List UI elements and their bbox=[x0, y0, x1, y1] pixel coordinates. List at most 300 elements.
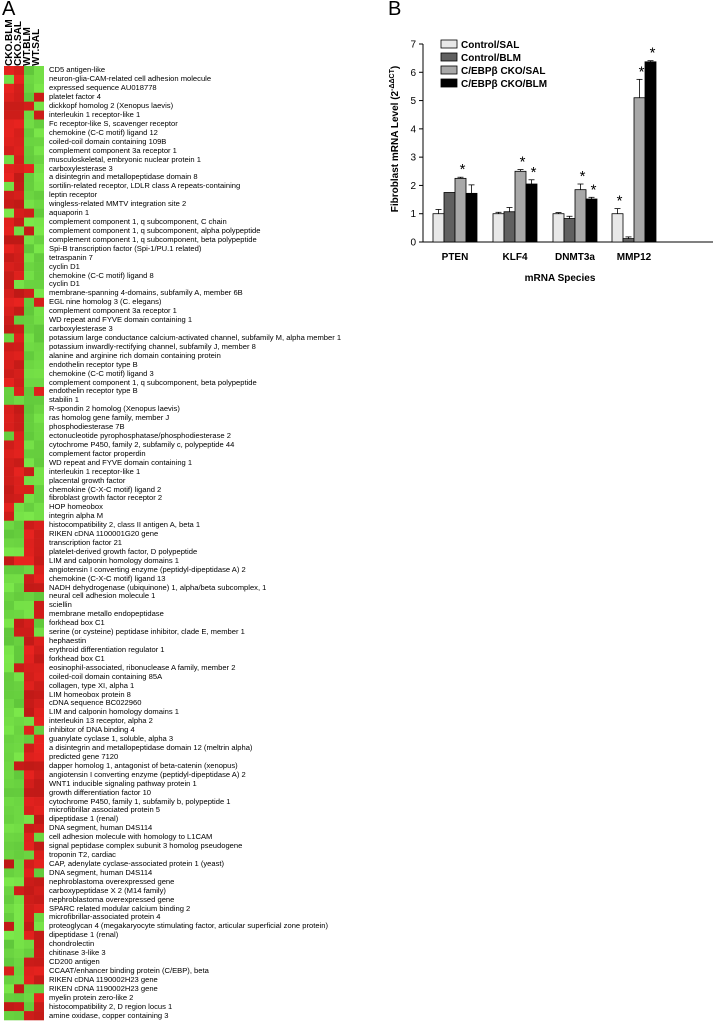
heatmap-cell bbox=[24, 333, 34, 342]
heatmap-cell bbox=[24, 547, 34, 556]
heatmap-cell bbox=[34, 735, 44, 744]
heatmap-cell bbox=[14, 940, 24, 949]
heatmap-cell bbox=[34, 476, 44, 485]
heatmap-cell bbox=[14, 369, 24, 378]
heatmap-cell bbox=[14, 949, 24, 958]
heatmap-cell bbox=[4, 967, 14, 976]
x-axis-label: mRNA Species bbox=[524, 273, 596, 284]
heatmap-cell bbox=[4, 396, 14, 405]
heatmap-cell bbox=[4, 485, 14, 494]
heatmap-cell bbox=[4, 1002, 14, 1011]
heatmap-cell bbox=[24, 530, 34, 539]
heatmap-cell bbox=[24, 592, 34, 601]
heatmap-cell bbox=[14, 913, 24, 922]
heatmap-cell bbox=[4, 253, 14, 262]
heatmap-cell bbox=[14, 975, 24, 984]
heatmap-cell bbox=[34, 744, 44, 753]
bar bbox=[433, 214, 444, 242]
heatmap-cell bbox=[24, 209, 34, 218]
heatmap-cell bbox=[14, 226, 24, 235]
gene-label: dipeptidase 1 (renal) bbox=[49, 930, 119, 940]
heatmap-cell bbox=[24, 628, 34, 637]
heatmap-cell bbox=[4, 877, 14, 886]
heatmap-cell bbox=[14, 485, 24, 494]
heatmap-cell bbox=[14, 726, 24, 735]
heatmap-cell bbox=[24, 886, 34, 895]
heatmap-cell bbox=[34, 146, 44, 155]
gene-label: LIM homeobox protein 8 bbox=[49, 689, 131, 699]
heatmap-cell bbox=[14, 467, 24, 476]
gene-label: cytochrome P450, family 2, subfamily c, polypeptide 44 bbox=[49, 439, 235, 449]
heatmap-cell bbox=[34, 120, 44, 129]
heatmap-cell bbox=[24, 646, 34, 655]
gene-label: WNT1 inducible signaling pathway protein 1 bbox=[49, 778, 197, 788]
gene-label: RIKEN cDNA 1190002H23 gene bbox=[49, 983, 158, 993]
heatmap-cell bbox=[14, 432, 24, 441]
heatmap-cell bbox=[14, 690, 24, 699]
heatmap-cell bbox=[34, 779, 44, 788]
gene-label: endothelin receptor type B bbox=[49, 359, 138, 369]
gene-label: Fc receptor-like S, scavenger receptor bbox=[49, 118, 178, 128]
heatmap-cell bbox=[4, 476, 14, 485]
heatmap-cell bbox=[14, 235, 24, 244]
heatmap-cell bbox=[14, 351, 24, 360]
heatmap-cell bbox=[4, 761, 14, 770]
heatmap-cell bbox=[34, 886, 44, 895]
heatmap-cell bbox=[34, 155, 44, 164]
heatmap-cell bbox=[34, 93, 44, 102]
legend-swatch bbox=[441, 66, 457, 74]
heatmap-cell bbox=[24, 744, 34, 753]
heatmap-cell bbox=[24, 788, 34, 797]
heatmap-cell bbox=[14, 601, 24, 610]
gene-label: erythroid differentiation regulator 1 bbox=[49, 644, 165, 654]
heatmap-cell bbox=[24, 253, 34, 262]
heatmap-cell bbox=[4, 155, 14, 164]
gene-label: carboxylesterase 3 bbox=[49, 163, 113, 173]
heatmap-cell bbox=[34, 672, 44, 681]
heatmap-cell bbox=[34, 619, 44, 628]
bar bbox=[553, 214, 564, 242]
y-tick-label: 3 bbox=[410, 152, 416, 164]
heatmap-cell bbox=[14, 289, 24, 298]
heatmap-cell bbox=[4, 851, 14, 860]
heatmap-cell bbox=[24, 102, 34, 111]
heatmap-cell bbox=[4, 940, 14, 949]
heatmap-cell bbox=[24, 690, 34, 699]
heatmap-cell bbox=[14, 325, 24, 334]
heatmap-cell bbox=[24, 815, 34, 824]
gene-label: HOP homeobox bbox=[49, 502, 103, 512]
gene-label: complement component 1, q subcomponent, beta polypeptide bbox=[49, 234, 257, 244]
heatmap-cell bbox=[34, 815, 44, 824]
heatmap-cell bbox=[34, 485, 44, 494]
heatmap-cell bbox=[14, 209, 24, 218]
heatmap-cell bbox=[34, 806, 44, 815]
heatmap-cell bbox=[24, 414, 34, 423]
heatmap-cell bbox=[34, 102, 44, 111]
significance-asterisk: * bbox=[590, 181, 597, 199]
gene-label: coiled-coil domain containing 85A bbox=[49, 671, 163, 681]
heatmap-cell bbox=[14, 75, 24, 84]
heatmap-cell bbox=[34, 993, 44, 1002]
heatmap-cell bbox=[34, 868, 44, 877]
heatmap-column-header: WT.BLM bbox=[22, 27, 33, 66]
category-label: DNMT3a bbox=[554, 252, 596, 263]
gene-label: DNA segment, human D4S114 bbox=[49, 823, 153, 833]
bar bbox=[623, 239, 634, 242]
heatmap-cell bbox=[4, 672, 14, 681]
gene-label: neuron-glia-CAM-related cell adhesion molecule bbox=[49, 74, 212, 84]
heatmap-cell bbox=[24, 146, 34, 155]
gene-label: complement component 1, q subcomponent, beta polypeptide bbox=[49, 377, 257, 387]
heatmap-cell bbox=[34, 583, 44, 592]
bar bbox=[504, 212, 515, 242]
heatmap-cell bbox=[14, 307, 24, 316]
gene-label: DNA segment, human D4S114 bbox=[49, 867, 153, 877]
heatmap-cell bbox=[4, 271, 14, 280]
category-label: PTEN bbox=[441, 252, 469, 263]
heatmap-cell bbox=[24, 539, 34, 548]
gene-label: expressed sequence AU018778 bbox=[49, 83, 157, 93]
gene-label: chemokine (C-X-C motif) ligand 2 bbox=[49, 484, 162, 494]
heatmap-cell bbox=[34, 797, 44, 806]
heatmap-cell bbox=[34, 494, 44, 503]
heatmap-cell bbox=[14, 494, 24, 503]
heatmap-cell bbox=[14, 806, 24, 815]
gene-label: interleukin 1 receptor-like 1 bbox=[49, 110, 141, 120]
heatmap-cell bbox=[34, 503, 44, 512]
heatmap-cell bbox=[14, 922, 24, 931]
heatmap-cell bbox=[24, 583, 34, 592]
heatmap-cell bbox=[24, 619, 34, 628]
heatmap-cell bbox=[4, 797, 14, 806]
heatmap-cell bbox=[24, 84, 34, 93]
heatmap-cell bbox=[24, 280, 34, 289]
gene-label: coiled-coil domain containing 109B bbox=[49, 136, 167, 146]
heatmap-cell bbox=[4, 111, 14, 120]
heatmap-cell bbox=[24, 895, 34, 904]
gene-label: endothelin receptor type B bbox=[49, 386, 138, 396]
heatmap-cell bbox=[24, 779, 34, 788]
heatmap-cell bbox=[4, 690, 14, 699]
gene-label: histocompatibility 2, D region locus 1 bbox=[49, 1001, 173, 1011]
heatmap-cell bbox=[34, 949, 44, 958]
heatmap-cell bbox=[4, 226, 14, 235]
heatmap-cell bbox=[34, 628, 44, 637]
heatmap-cell bbox=[14, 387, 24, 396]
heatmap-cell bbox=[34, 360, 44, 369]
heatmap-cell bbox=[24, 753, 34, 762]
gene-label: CAP, adenylate cyclase-associated protein 1 (yeast) bbox=[49, 858, 225, 868]
gene-label: cyclin D1 bbox=[49, 261, 80, 271]
gene-label: wingless-related MMTV integration site 2 bbox=[49, 199, 187, 209]
heatmap-cell bbox=[4, 547, 14, 556]
gene-label: collagen, type XI, alpha 1 bbox=[49, 680, 135, 690]
heatmap-cell bbox=[34, 191, 44, 200]
heatmap-cell bbox=[24, 182, 34, 191]
bar bbox=[612, 214, 623, 242]
significance-asterisk: * bbox=[579, 168, 586, 186]
bar bbox=[575, 190, 586, 242]
heatmap-cell bbox=[24, 1002, 34, 1011]
heatmap-cell bbox=[4, 200, 14, 209]
heatmap-cell bbox=[34, 387, 44, 396]
heatmap-cell bbox=[4, 235, 14, 244]
heatmap-cell bbox=[4, 860, 14, 869]
gene-label: chondrolectin bbox=[49, 939, 95, 949]
heatmap-cell bbox=[24, 967, 34, 976]
heatmap-cell bbox=[14, 842, 24, 851]
heatmap-cell bbox=[14, 244, 24, 253]
panel-letter-a: A bbox=[2, 0, 16, 20]
y-tick-label: 6 bbox=[410, 67, 416, 79]
heatmap-cell bbox=[14, 779, 24, 788]
heatmap-cell bbox=[14, 137, 24, 146]
heatmap-cell bbox=[4, 325, 14, 334]
heatmap-cell bbox=[24, 235, 34, 244]
heatmap-cell bbox=[34, 922, 44, 931]
heatmap-cell bbox=[4, 164, 14, 173]
heatmap-cell bbox=[14, 583, 24, 592]
legend-label: Control/BLM bbox=[461, 53, 521, 64]
heatmap-cell bbox=[24, 993, 34, 1002]
gene-label: LIM and calponin homology domains 1 bbox=[49, 707, 180, 717]
heatmap-cell bbox=[34, 128, 44, 137]
heatmap-cell bbox=[4, 931, 14, 940]
heatmap-cell bbox=[34, 66, 44, 75]
heatmap-cell bbox=[24, 681, 34, 690]
heatmap-cell bbox=[4, 262, 14, 271]
bar bbox=[564, 219, 575, 242]
heatmap-cell bbox=[34, 289, 44, 298]
heatmap-cell bbox=[14, 672, 24, 681]
heatmap-cell bbox=[14, 574, 24, 583]
gene-label: complement component 3a receptor 1 bbox=[49, 145, 177, 155]
heatmap-cell bbox=[14, 360, 24, 369]
heatmap-cell bbox=[24, 120, 34, 129]
heatmap-cell bbox=[4, 503, 14, 512]
heatmap-cell bbox=[14, 512, 24, 521]
heatmap-cell bbox=[14, 744, 24, 753]
heatmap-cell bbox=[34, 173, 44, 182]
heatmap-cell bbox=[34, 244, 44, 253]
y-axis-label-suffix: ) bbox=[390, 65, 401, 70]
heatmap-cell bbox=[14, 396, 24, 405]
heatmap-cell bbox=[4, 735, 14, 744]
heatmap-cell bbox=[14, 423, 24, 432]
heatmap-cell bbox=[4, 601, 14, 610]
gene-label: chemokine (C-C motif) ligand 3 bbox=[49, 368, 154, 378]
heatmap-cell bbox=[14, 681, 24, 690]
heatmap-cell bbox=[34, 137, 44, 146]
y-tick-label: 2 bbox=[410, 180, 416, 192]
heatmap-cell bbox=[14, 628, 24, 637]
heatmap-cell bbox=[34, 539, 44, 548]
heatmap-cell bbox=[34, 342, 44, 351]
heatmap-cell bbox=[4, 146, 14, 155]
heatmap-cell bbox=[34, 253, 44, 262]
gene-label: nephroblastoma overexpressed gene bbox=[49, 894, 175, 904]
heatmap-cell bbox=[4, 342, 14, 351]
gene-label: fibroblast growth factor receptor 2 bbox=[49, 493, 163, 503]
significance-asterisk: * bbox=[616, 192, 623, 210]
y-axis-label bbox=[389, 66, 401, 212]
heatmap-cell bbox=[34, 414, 44, 423]
heatmap-cell bbox=[14, 860, 24, 869]
heatmap-cell bbox=[24, 111, 34, 120]
heatmap-cell bbox=[24, 226, 34, 235]
heatmap-cell bbox=[4, 815, 14, 824]
heatmap-cell bbox=[34, 824, 44, 833]
heatmap-cell bbox=[34, 895, 44, 904]
heatmap-cell bbox=[4, 530, 14, 539]
y-axis-label-main: Fibroblast mRNA Level (2 bbox=[390, 90, 401, 213]
heatmap-cell bbox=[24, 761, 34, 770]
y-tick-label: 1 bbox=[410, 209, 416, 221]
significance-asterisk: * bbox=[649, 44, 656, 62]
heatmap-cell bbox=[14, 414, 24, 423]
heatmap-cell bbox=[14, 530, 24, 539]
heatmap-cell bbox=[14, 1011, 24, 1020]
heatmap-cell bbox=[14, 851, 24, 860]
heatmap-cell bbox=[24, 351, 34, 360]
heatmap-cell bbox=[4, 209, 14, 218]
heatmap-cell bbox=[34, 601, 44, 610]
heatmap-cell bbox=[14, 458, 24, 467]
heatmap-cell bbox=[34, 369, 44, 378]
heatmap-cell bbox=[14, 797, 24, 806]
heatmap-cell bbox=[4, 681, 14, 690]
heatmap-cell bbox=[34, 200, 44, 209]
heatmap-cell bbox=[34, 378, 44, 387]
heatmap-cell bbox=[14, 556, 24, 565]
heatmap-cell bbox=[34, 592, 44, 601]
heatmap-cell bbox=[34, 663, 44, 672]
heatmap-cell bbox=[24, 467, 34, 476]
heatmap-cell bbox=[34, 432, 44, 441]
heatmap-cell bbox=[34, 690, 44, 699]
heatmap-cell bbox=[24, 325, 34, 334]
heatmap-cell bbox=[34, 646, 44, 655]
gene-label: CD5 antigen-like bbox=[49, 65, 106, 75]
gene-label: carboxypeptidase X 2 (M14 family) bbox=[49, 885, 166, 895]
heatmap-cell bbox=[14, 128, 24, 137]
heatmap-cell bbox=[24, 931, 34, 940]
gene-label: serine (or cysteine) peptidase inhibitor, clade E, member 1 bbox=[49, 627, 245, 637]
heatmap-cell bbox=[4, 423, 14, 432]
heatmap-cell bbox=[34, 770, 44, 779]
heatmap-cell bbox=[24, 565, 34, 574]
heatmap-cell bbox=[14, 610, 24, 619]
heatmap-cell bbox=[4, 619, 14, 628]
heatmap-cell bbox=[4, 770, 14, 779]
heatmap-cell bbox=[24, 654, 34, 663]
gene-label: aquaporin 1 bbox=[49, 208, 90, 218]
heatmap-cell bbox=[14, 886, 24, 895]
heatmap-cell bbox=[4, 360, 14, 369]
heatmap-cell bbox=[14, 815, 24, 824]
heatmap-cell bbox=[4, 182, 14, 191]
heatmap-cell bbox=[14, 699, 24, 708]
heatmap-cell bbox=[14, 895, 24, 904]
heatmap-cell bbox=[14, 993, 24, 1002]
heatmap-cell bbox=[34, 574, 44, 583]
heatmap-cell bbox=[24, 200, 34, 209]
heatmap-cell bbox=[24, 307, 34, 316]
heatmap-cell bbox=[34, 1002, 44, 1011]
heatmap-cell bbox=[4, 75, 14, 84]
gene-label: platelet factor 4 bbox=[49, 92, 101, 102]
heatmap-cell bbox=[14, 111, 24, 120]
heatmap-cell bbox=[34, 1011, 44, 1020]
heatmap-cell bbox=[34, 717, 44, 726]
heatmap-cell bbox=[4, 432, 14, 441]
gene-label: ectonucleotide pyrophosphatase/phosphodiesterase 2 bbox=[49, 431, 231, 440]
heatmap-cell bbox=[24, 137, 34, 146]
heatmap-cell bbox=[34, 307, 44, 316]
bar bbox=[634, 98, 645, 242]
heatmap-cell bbox=[4, 137, 14, 146]
bar bbox=[493, 214, 504, 242]
heatmap-cell bbox=[24, 262, 34, 271]
heatmap-cell bbox=[4, 637, 14, 646]
heatmap-cell bbox=[14, 146, 24, 155]
significance-asterisk: * bbox=[459, 161, 466, 179]
gene-label: angiotensin I converting enzyme (peptidyl-dipeptidase A) 2 bbox=[49, 769, 246, 779]
heatmap-cell bbox=[24, 66, 34, 75]
gene-label: chemokine (C-C motif) ligand 8 bbox=[49, 270, 154, 280]
legend-label: C/EBPβ CKO/SAL bbox=[461, 66, 546, 77]
heatmap-cell bbox=[24, 1011, 34, 1020]
gene-label: hephaestin bbox=[49, 636, 87, 646]
heatmap-cell bbox=[14, 592, 24, 601]
gene-label: guanylate cyclase 1, soluble, alpha 3 bbox=[49, 734, 174, 744]
heatmap-cell bbox=[14, 218, 24, 227]
gene-label: cell adhesion molecule with homology to L1CAM bbox=[49, 832, 213, 842]
heatmap-cell bbox=[4, 387, 14, 396]
heatmap-cell bbox=[14, 984, 24, 993]
heatmap-cell bbox=[34, 967, 44, 976]
heatmap-cell bbox=[4, 369, 14, 378]
bar bbox=[444, 193, 455, 243]
heatmap-cell bbox=[24, 494, 34, 503]
heatmap-cell bbox=[34, 753, 44, 762]
heatmap-cell bbox=[34, 788, 44, 797]
heatmap-cell bbox=[14, 824, 24, 833]
heatmap-cell bbox=[14, 904, 24, 913]
heatmap-cell bbox=[4, 868, 14, 877]
gene-label: forkhead box C1 bbox=[49, 618, 105, 628]
heatmap-cell bbox=[34, 316, 44, 325]
heatmap-cell bbox=[14, 547, 24, 556]
significance-asterisk: * bbox=[638, 63, 645, 81]
bar bbox=[466, 193, 477, 242]
heatmap-cell bbox=[4, 788, 14, 797]
gene-label: dapper homolog 1, antagonist of beta-catenin (xenopus) bbox=[49, 760, 238, 770]
heatmap-cell bbox=[34, 182, 44, 191]
heatmap-cell bbox=[24, 860, 34, 869]
gene-label: interleukin 1 receptor-like 1 bbox=[49, 466, 141, 476]
y-tick-label: 0 bbox=[410, 237, 416, 249]
heatmap-cell bbox=[4, 958, 14, 967]
gene-label: membrane-spanning 4-domains, subfamily A, member 6B bbox=[49, 288, 243, 298]
heatmap-cell bbox=[34, 958, 44, 967]
heatmap-cell bbox=[14, 253, 24, 262]
gene-label: microfibrillar associated protein 5 bbox=[49, 805, 160, 815]
heatmap-cell bbox=[14, 102, 24, 111]
heatmap-cell bbox=[4, 316, 14, 325]
